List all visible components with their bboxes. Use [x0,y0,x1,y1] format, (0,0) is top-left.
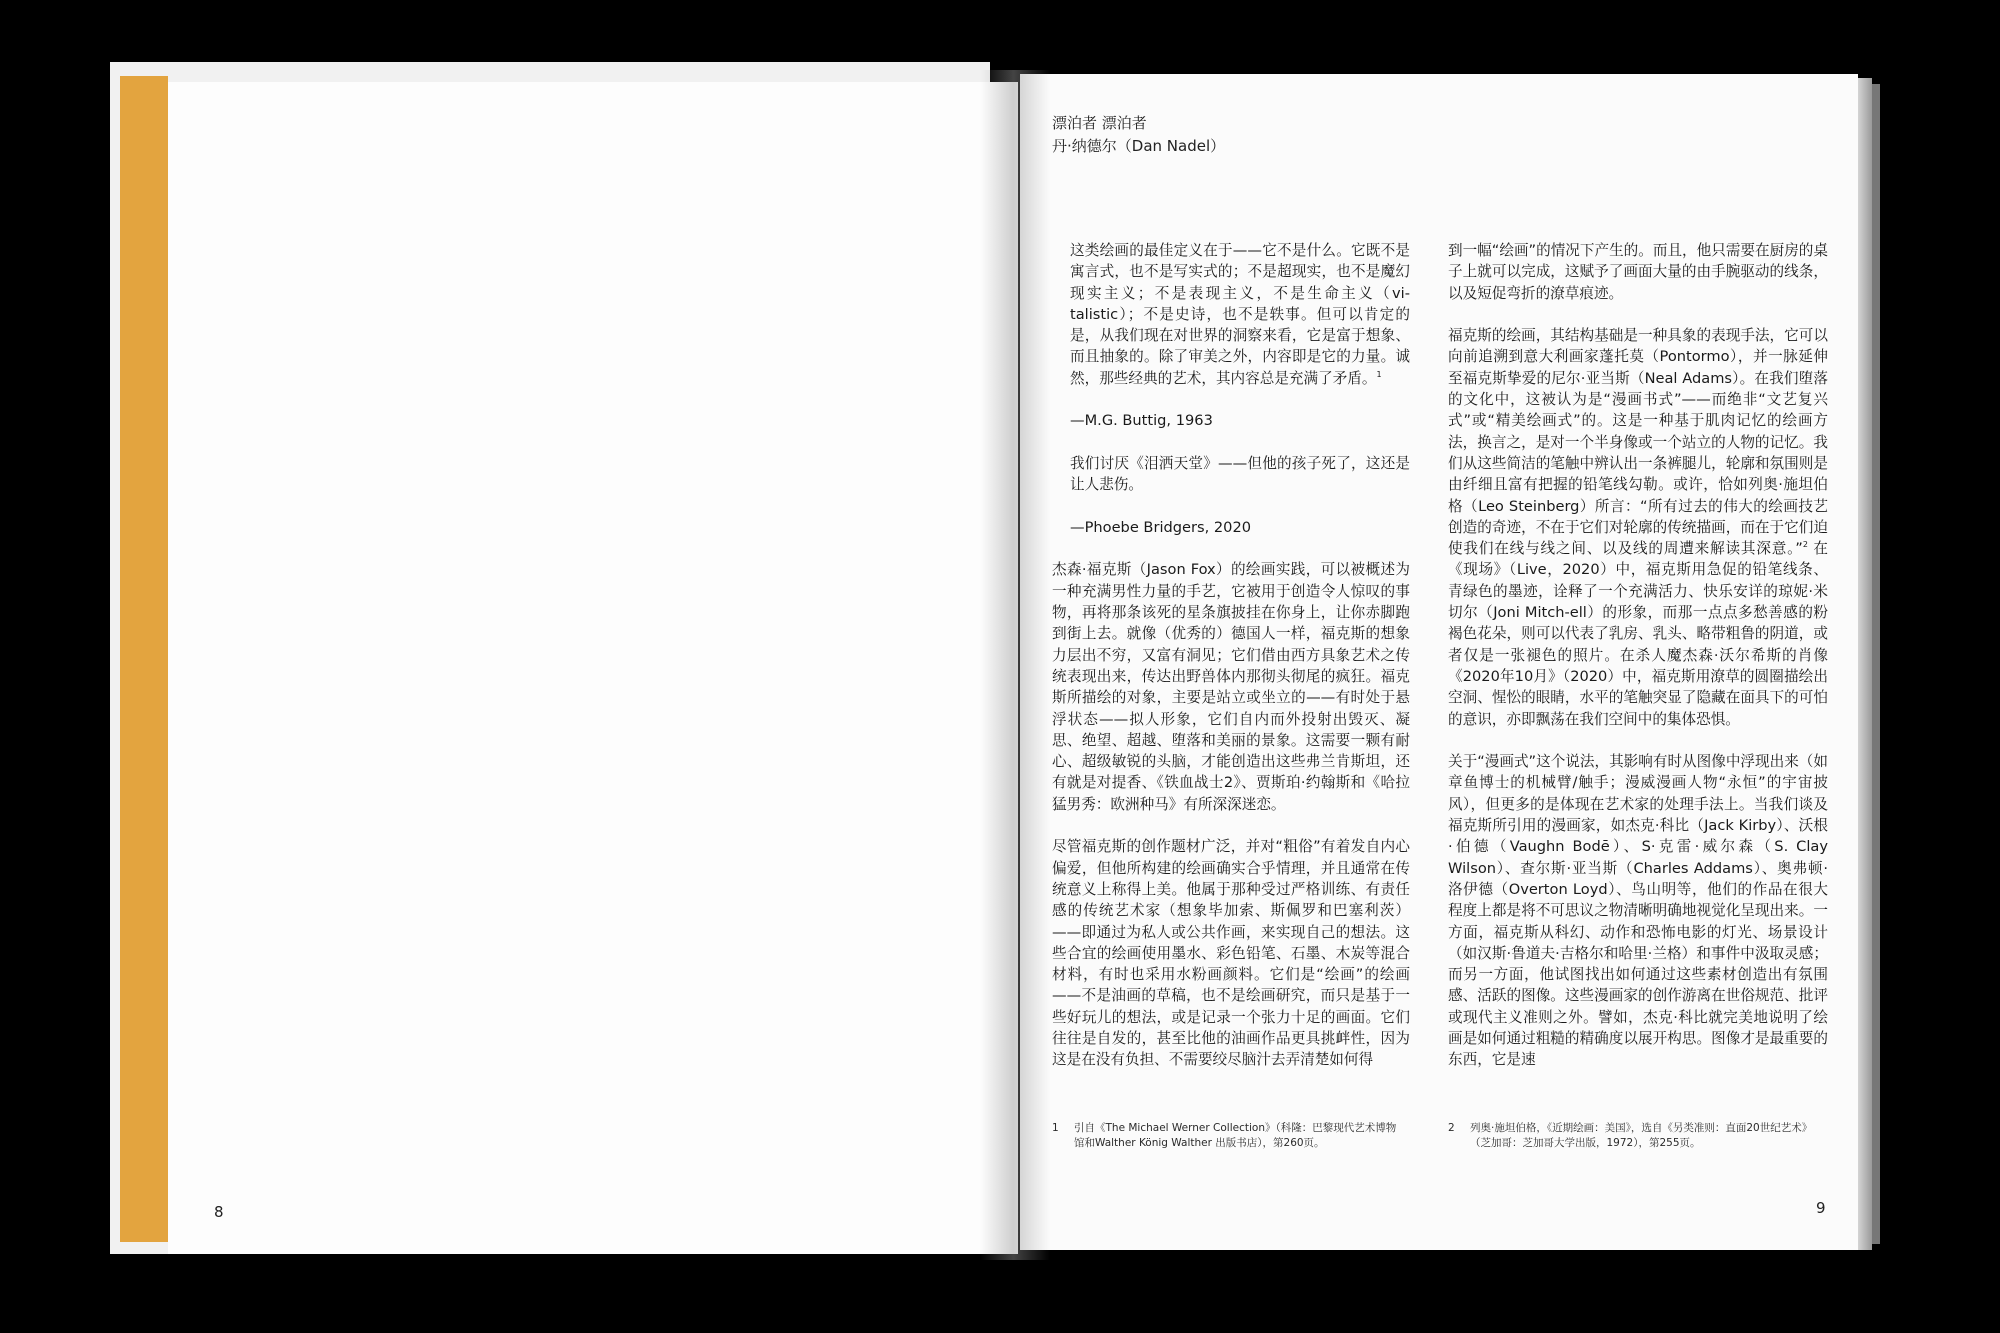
text-column-right [1448,240,1828,1092]
book-gutter [980,70,1050,1260]
page-number-left: 8 [214,1203,224,1221]
article-title: 漂泊者 漂泊者 [1052,114,1147,132]
footnote-text: 引自《The Michael Werner Collection》（科隆：巴黎现代艺术博物馆和Walther König Walther 出版书店），第260页。 [1074,1122,1397,1149]
epigraph-quote-2: 我们讨厌《泪洒天堂》——但他的孩子死了，这还是让人悲伤。 [1070,454,1410,494]
body-paragraph [1448,325,1828,730]
right-page-stack-edge [1858,78,1872,1250]
body-paragraph-text: 福克斯的绘画，其结构基础是一种具象的表现手法，它可以向前追溯到意大利画家蓬托莫（Pontormo），并一脉延伸至福克斯挚爱的尼尔·亚当斯（Neal Adams）。在我们堕落的文化中，这被认为是“漫画书式”——而绝非“文艺复兴式”或“精美绘画式”的。这是一种基于肌肉记忆的绘画方法，换言之，是对一个半身像或一个站立的人物的记忆。我们从这些简洁的笔触中辨认出一条裤腿儿，轮廓和氛围则是由纤细且富有把握的铅笔线勾勒。或许，恰如列奥·施坦伯格（Leo Steinberg）所言：“所有过去的伟大的绘画技艺创造的奇迹，不在于它们对轮廓的传统描画，而在于它们迫使我们在线与线之间、以及线的周遭来解读其深意。” [1448,327,1828,558]
left-page [168,82,1018,1254]
footnote-text: 列奥·施坦伯格，《近期绘画：美国》，选自《另类准则：直面20世纪艺术》（芝加哥：芝加哥大学出版，1972），第255页。 [1470,1122,1813,1149]
body-paragraph: 到一幅“绘画”的情况下产生的。而且，他只需要在厨房的桌子上就可以完成，这赋予了画面大量的由手腕驱动的线条，以及短促弯折的潦草痕迹。 [1448,242,1828,302]
epigraph-quote-1 [1052,240,1410,389]
footnote-ref-1[interactable]: 1 [1376,369,1382,379]
text-column-left [1052,240,1410,1092]
body-paragraph: 尽管福克斯的创作题材广泛，并对“粗俗”有着发自内心偏爱，但他所构建的绘画确实合乎情理，并且通常在传统意义上称得上美。他属于那种受过严格训练、有责任感的传统艺术家（想象毕加索、斯佩罗和巴塞利茨）——即通过为私人或公共作画，来实现自己的想法。这些合宜的绘画使用墨水、彩色铅笔、石墨、木炭等混合材料，有时也采用水粉画颜料。它们是“绘画”的绘画——不是油画的草稿，也不是绘画研究，而只是基于一些好玩儿的想法，或是记录一个张力十足的画面。它们往往是自发的，甚至比他的油画作品更具挑衅性，因为这是在没有负担、不需要绞尽脑汁去弄清楚如何得 [1052,838,1410,1069]
footnote-number: 1 [1052,1122,1059,1134]
epigraph-quote-1-text: 这类绘画的最佳定义在于——它不是什么。它既不是寓言式，也不是写实式的；不是超现实，也不是魔幻现实主义；不是表现主义，不是生命主义（vi-talistic）；不是史诗，也不是轶事。但可以肯定的是，从我们现在对世界的洞察来看，它是富于想象、而且抽象的。除了审美之外，内容即是它的力量。诚然，那些经典的艺术，其内容总是充满了矛盾。 [1070,242,1410,387]
footnote-1 [1052,1121,1422,1151]
article-header [1052,112,1225,158]
orange-page-edge [120,76,168,1242]
body-paragraph-continuation: 在《现场》（Live，2020）中，福克斯用急促的铅笔线条、青绿色的墨迹，诠释了一个充满活力、快乐安详的琼妮·米切尔（Joni Mitch-ell）的形象，而那一点点多愁善感的粉褐色花朵，则可以代表了乳房、乳头、略带粗鲁的阴道，或者仅是一张褪色的照片。在杀人魔杰森·沃尔希斯的肖像《2020年10月》（2020）中，福克斯用潦草的圆圈描绘出空洞、惺忪的眼睛，水平的笔触突显了隐藏在面具下的可怕的意识，亦即飘荡在我们空间中的集体恐惧。 [1448,540,1829,728]
epigraph-attribution-1: —M.G. Buttig, 1963 [1070,412,1213,430]
right-cover-edge [1872,84,1880,1244]
footnote-number: 2 [1448,1122,1455,1134]
epigraph-attribution-2: —Phoebe Bridgers, 2020 [1070,518,1252,536]
footnote-2 [1448,1121,1838,1151]
body-paragraph: 杰森·福克斯（Jason Fox）的绘画实践，可以被概述为一种充满男性力量的手艺，它被用于创造令人惊叹的事物，再将那条该死的星条旗披挂在你身上，让你赤脚跑到街上去。就像（优秀的）德国人一样，福克斯的想象力层出不穷，又富有洞见；它们借由西方具象艺术之传统表现出来，传达出野兽体内那彻头彻尾的疯狂。福克斯所描绘的对象，主要是站立或坐立的——有时处于悬浮状态——拟人形象，它们自内而外投射出毁灭、凝思、绝望、超越、堕落和美丽的景象。这需要一颗有耐心、超级敏锐的头脑，才能创造出这些弗兰肯斯坦，还有就是对提香、《铁血战士2》、贾斯珀·约翰斯和《哈拉猛男秀：欧洲种马》有所深深迷恋。 [1052,561,1410,813]
article-author: 丹·纳德尔（Dan Nadel） [1052,137,1226,155]
page-number-right: 9 [1816,1199,1826,1217]
footnote-ref-2[interactable]: 2 [1802,540,1808,550]
body-paragraph: 关于“漫画式”这个说法，其影响有时从图像中浮现出来（如章鱼博士的机械臂/触手；漫威漫画人物“永恒”的宇宙披风），但更多的是体现在艺术家的处理手法上。当我们谈及福克斯所引用的漫画家，如杰克·科比（Jack Kirby）、沃根·伯德（Vaughn Bodē）、S·克雷·威尔森（S. Clay Wilson）、查尔斯·亚当斯（Charles Addams）、奥弗顿·洛伊德（Overton Loyd）、鸟山明等，他们的作品在很大程度上都是将不可思议之物清晰明确地视觉化呈现出来。一方面，福克斯从科幻、动作和恐怖电影的灯光、场景设计（如汉斯·鲁道夫·吉格尔和哈里·兰格）和事件中汲取灵感；而另一方面，他试图找出如何通过这些素材创造出有氛围感、活跃的图像。这些漫画家的创作游离在世俗规范、批评或现代主义准则之外。譬如，杰克·科比就完美地说明了绘画是如何通过粗糙的精确度以展开构思。图像才是最重要的东西，它是速 [1448,753,1828,1069]
